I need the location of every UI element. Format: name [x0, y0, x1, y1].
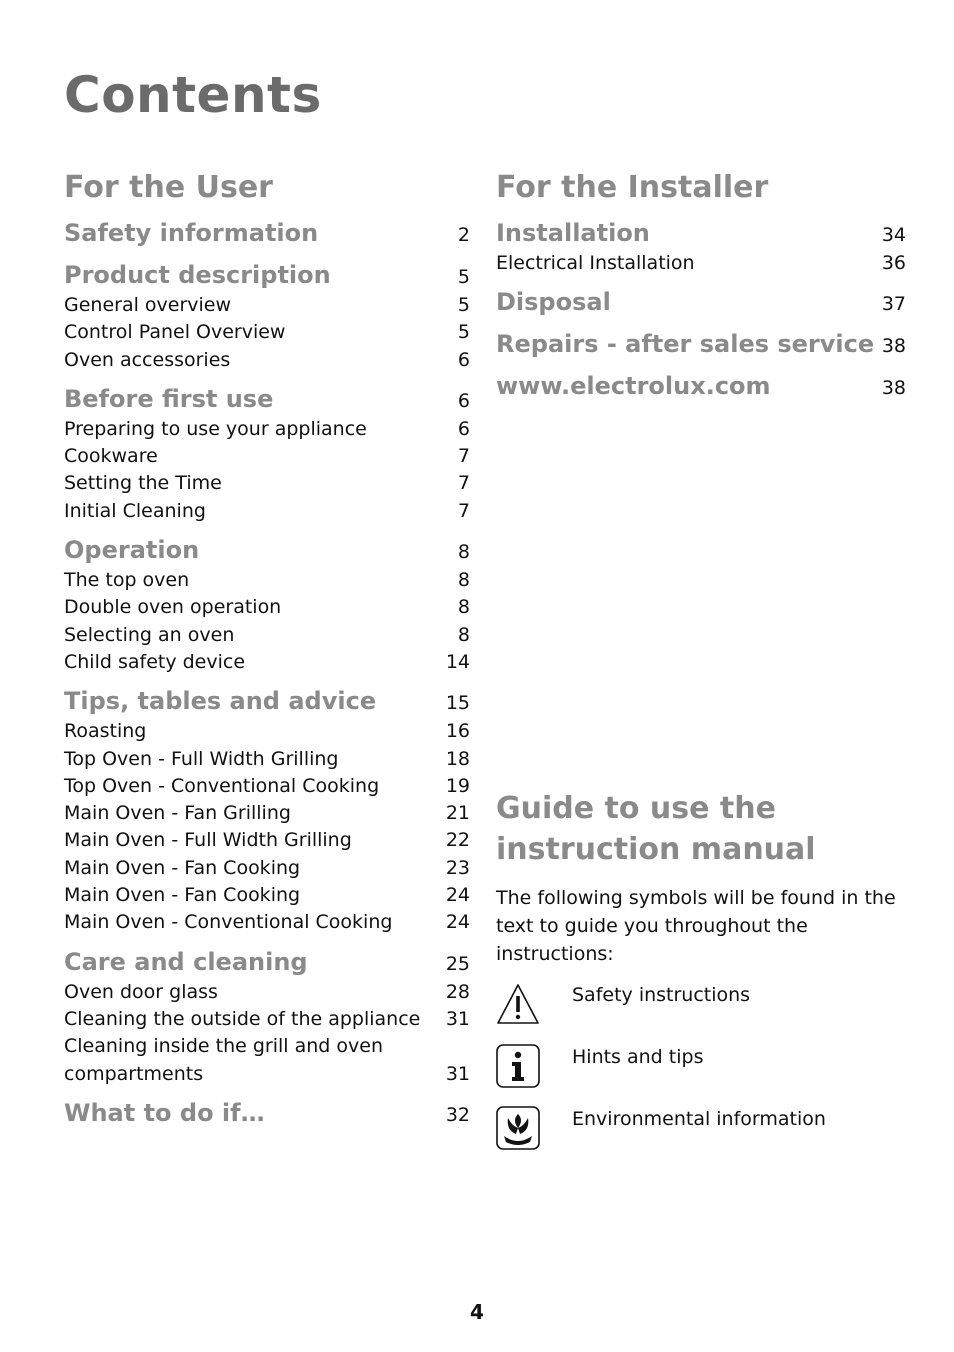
toc-item-page: 8	[457, 569, 470, 592]
toc-item[interactable]	[64, 746, 470, 773]
toc-item[interactable]	[64, 882, 470, 909]
toc-section-row[interactable]	[496, 285, 906, 319]
toc-item-page: 28	[445, 980, 470, 1003]
toc-section-page: 6	[457, 389, 470, 412]
toc-section-page: 25	[445, 952, 470, 975]
toc-item-label: The top oven	[64, 569, 190, 592]
toc-item-page: 14	[445, 650, 470, 673]
toc-item-page: 36	[881, 252, 906, 274]
toc-section-row[interactable]	[496, 369, 906, 403]
toc-item-label: Cookware	[64, 445, 158, 468]
toc-section-page: 38	[881, 377, 906, 400]
toc-section-label: Safety information	[64, 219, 319, 247]
symbol-environment-label: Environmental information	[572, 1108, 826, 1130]
toc-section-page: 8	[457, 541, 470, 564]
toc-item-page: 24	[445, 911, 470, 934]
toc-section-page: 38	[881, 335, 906, 358]
symbol-hints-label: Hints and tips	[572, 1046, 704, 1068]
toc-section	[496, 327, 906, 361]
page-number: 4	[470, 1300, 484, 1324]
toc-item-label: Selecting an oven	[64, 623, 235, 646]
toc-section-label: www.electrolux.com	[496, 372, 771, 401]
toc-section-row[interactable]	[64, 382, 470, 416]
toc-item[interactable]	[64, 498, 470, 525]
page-title: Contents	[64, 66, 322, 124]
toc-item[interactable]	[64, 470, 470, 497]
symbol-environment	[496, 1106, 926, 1168]
toc-item-label: Top Oven - Full Width Grilling	[64, 747, 339, 770]
toc-item-label: Initial Cleaning	[64, 499, 206, 522]
toc-item[interactable]	[64, 979, 470, 1006]
toc-section	[64, 216, 470, 250]
toc-item[interactable]	[64, 649, 470, 676]
info-icon	[496, 1044, 540, 1088]
toc-item-page: 31	[445, 1007, 470, 1030]
guide-heading-line2: instruction manual	[496, 832, 816, 867]
toc-item-page: 6	[457, 417, 470, 440]
symbol-hints	[496, 1044, 926, 1106]
toc-section-row[interactable]	[64, 684, 470, 718]
toc-item[interactable]	[64, 567, 470, 594]
toc-item-label: Main Oven - Fan Cooking	[64, 884, 301, 907]
toc-item[interactable]	[64, 800, 470, 827]
toc-section-label: Product description	[64, 261, 331, 289]
toc-section	[496, 216, 906, 277]
toc-section-page: 2	[457, 224, 470, 246]
toc-item-page: 7	[457, 445, 470, 468]
toc-item-page: 5	[457, 321, 470, 344]
toc-item-page: 8	[457, 623, 470, 646]
toc-item-label: Main Oven - Fan Cooking	[64, 856, 301, 879]
toc-item[interactable]	[64, 443, 470, 470]
toc-item-page: 19	[445, 774, 470, 797]
toc-item-label: Child safety device	[64, 650, 246, 673]
toc-section	[496, 285, 906, 319]
toc-item[interactable]	[64, 718, 470, 745]
toc-item[interactable]	[64, 416, 470, 443]
toc-section-label: What to do if…	[64, 1098, 265, 1127]
toc-section-row[interactable]	[64, 945, 470, 979]
toc-item-page: 6	[457, 348, 470, 371]
toc-item-page: 18	[445, 747, 470, 770]
toc-item[interactable]	[496, 250, 906, 277]
installer-column	[496, 168, 906, 411]
flower-icon	[496, 1106, 540, 1150]
symbol-safety-label: Safety instructions	[572, 984, 751, 1006]
guide-heading	[496, 788, 926, 870]
toc-item[interactable]	[64, 1033, 470, 1088]
toc-section-label: Disposal	[496, 288, 611, 317]
toc-item[interactable]	[64, 909, 470, 936]
symbol-safety	[496, 982, 926, 1044]
toc-item-label: Setting the Time	[64, 472, 222, 495]
toc-item-label: Oven door glass	[64, 980, 218, 1003]
toc-item-label: Main Oven - Conventional Cooking	[64, 911, 393, 934]
toc-section-page: 5	[457, 266, 470, 288]
guide-heading-line1: Guide to use the	[496, 791, 776, 826]
toc-section-row[interactable]	[64, 258, 470, 292]
toc-item-label: Roasting	[64, 720, 147, 743]
guide-intro: The following symbols will be found in the text to guide you throughout the instructions:	[496, 887, 896, 965]
toc-item-label: Top Oven - Conventional Cooking	[64, 774, 380, 797]
toc-item-label: Electrical Installation	[496, 252, 695, 274]
toc-item-page: 31	[445, 1062, 470, 1085]
toc-section-label: Tips, tables and advice	[64, 687, 377, 716]
guide-section	[496, 788, 926, 1168]
toc-section	[64, 945, 470, 1088]
toc-section-page: 15	[445, 692, 470, 715]
toc-section	[64, 258, 470, 374]
toc-item[interactable]	[64, 773, 470, 800]
toc-section-row[interactable]	[496, 327, 906, 361]
toc-item-page: 8	[457, 596, 470, 619]
toc-item-page: 24	[445, 884, 470, 907]
toc-section-page: 34	[881, 224, 906, 246]
toc-section-label: Care and cleaning	[64, 947, 308, 976]
toc-section	[64, 533, 470, 676]
user-heading: For the User	[64, 170, 273, 205]
toc-item-label: Cleaning the outside of the appliance	[64, 1007, 421, 1030]
toc-section-label: Before first use	[64, 384, 274, 413]
toc-section	[64, 1096, 470, 1130]
toc-section	[496, 369, 906, 403]
toc-item-label: Control Panel Overview	[64, 321, 286, 344]
toc-item-label: Cleaning inside the grill and oven compartments	[64, 1035, 383, 1085]
toc-section	[64, 382, 470, 525]
toc-item[interactable]	[64, 855, 470, 882]
toc-section-label: Operation	[64, 536, 200, 565]
toc-item-label: Main Oven - Fan Grilling	[64, 802, 291, 825]
toc-item-label: Oven accessories	[64, 348, 231, 371]
user-toc	[64, 216, 470, 1130]
user-column	[64, 168, 470, 1138]
toc-item[interactable]	[64, 622, 470, 649]
toc-item[interactable]	[64, 594, 470, 621]
toc-item[interactable]	[64, 319, 470, 346]
toc-item-label: Preparing to use your appliance	[64, 417, 367, 440]
toc-section	[64, 684, 470, 936]
toc-section-page: 32	[445, 1103, 470, 1126]
toc-section-page: 37	[881, 293, 906, 316]
toc-item-page: 22	[445, 829, 470, 852]
toc-item[interactable]	[64, 292, 470, 319]
toc-item-label: General overview	[64, 294, 232, 316]
toc-section-label: Repairs - after sales service	[496, 330, 875, 359]
toc-section-row[interactable]	[64, 216, 470, 250]
toc-item-label: Main Oven - Full Width Grilling	[64, 829, 352, 852]
installer-heading: For the Installer	[496, 170, 769, 205]
toc-section-label: Installation	[496, 219, 650, 247]
toc-item[interactable]	[64, 1006, 470, 1033]
toc-item-page: 21	[445, 802, 470, 825]
toc-item-page: 7	[457, 499, 470, 522]
toc-item[interactable]	[64, 347, 470, 374]
toc-item[interactable]	[64, 827, 470, 854]
toc-section-row[interactable]	[496, 216, 906, 250]
toc-section-row[interactable]	[64, 1096, 470, 1130]
toc-item-page: 5	[457, 294, 470, 316]
toc-item-page: 16	[445, 720, 470, 743]
toc-item-page: 23	[445, 856, 470, 879]
toc-item-page: 7	[457, 472, 470, 495]
warning-triangle-icon	[496, 982, 540, 1026]
toc-section-row[interactable]	[64, 533, 470, 567]
installer-toc	[496, 216, 906, 403]
toc-item-label: Double oven operation	[64, 596, 282, 619]
